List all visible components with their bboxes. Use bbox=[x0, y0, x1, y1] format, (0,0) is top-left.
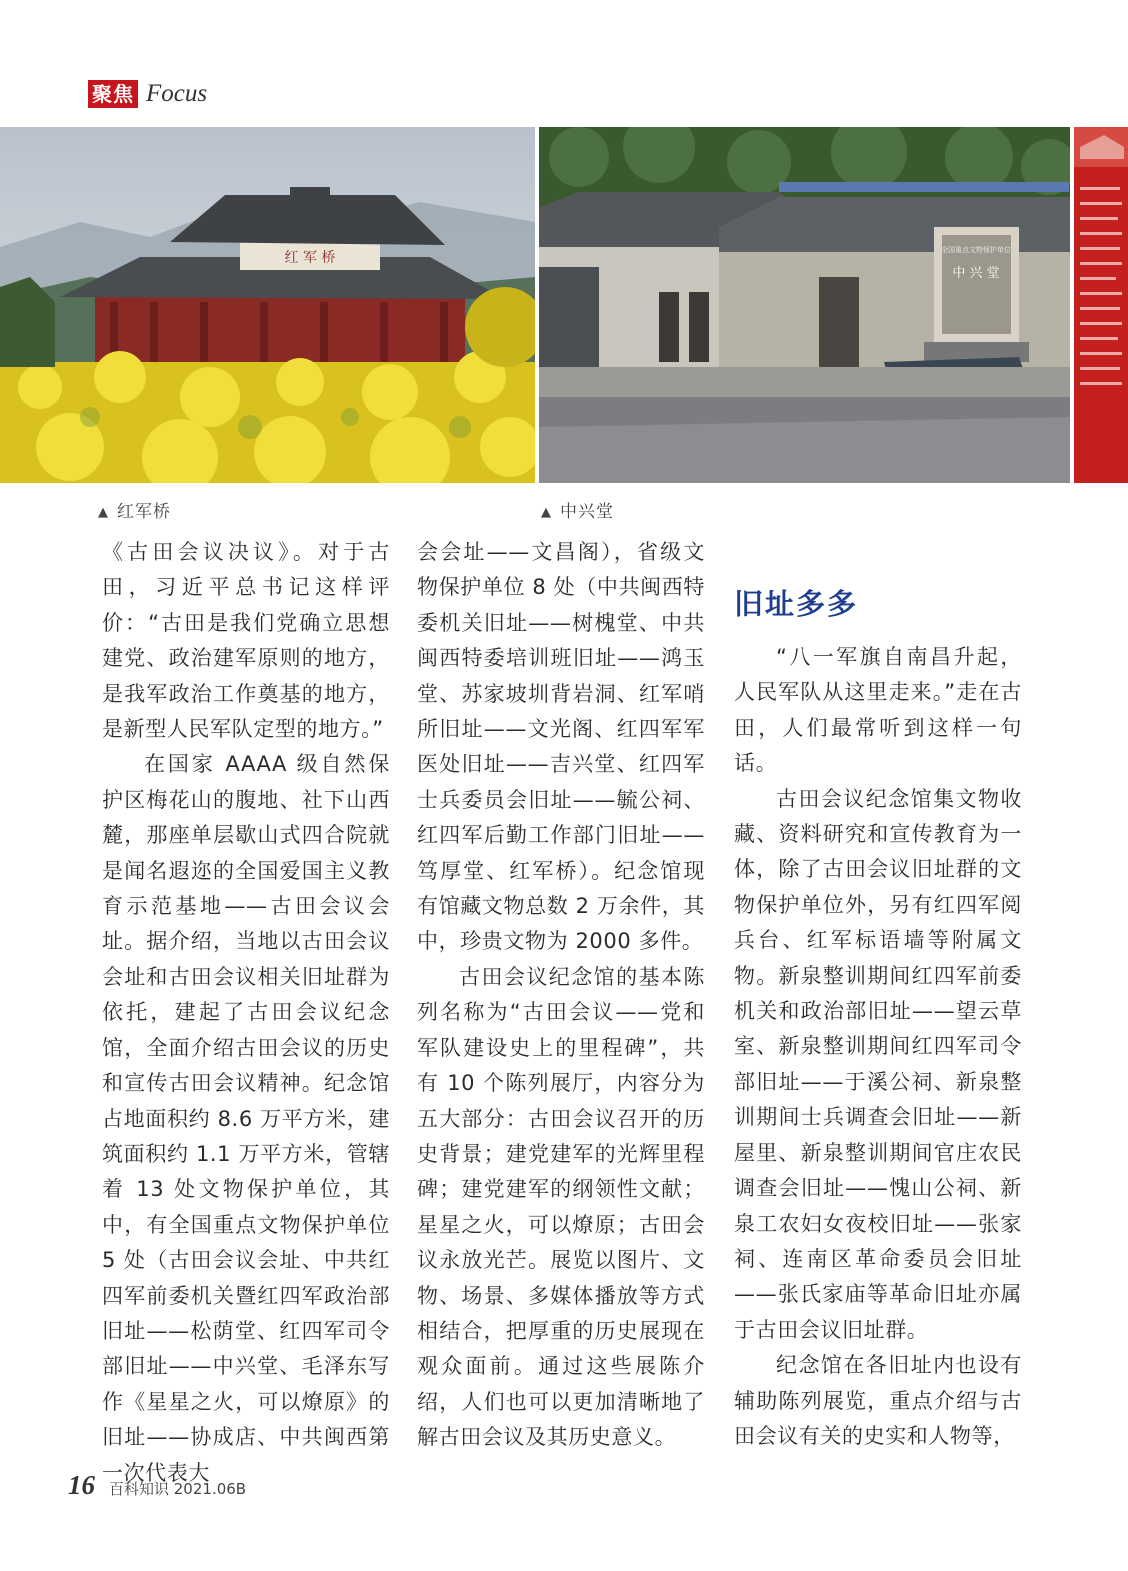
paragraph: 《古田会议决议》。对于古田，习近平总书记这样评价：“古田是我们党确立思想建党、政治建军原则的地方，是我军政治工作奠基的地方，是新型人民军队定型的地方。” bbox=[102, 540, 390, 742]
zhongxing-hall-photo bbox=[539, 127, 1070, 483]
page-footer bbox=[68, 1470, 246, 1501]
caption-triangle-icon: ▲ bbox=[98, 505, 109, 520]
paragraph: 在国家 AAAA 级自然保护区梅花山的腹地、社下山西麓，那座单层歇山式四合院就是闻名遐迩的全国爱国主义教育示范基地——古田会议会址。据介绍，当地以古田会议会址和古田会议相关旧址群为依托，建起了古田会议纪念馆，全面介绍古田会议的历史和宣传古田会议精神。纪念馆占地面积约 8.6 万平方米，建筑面积约 1.1 万平方米，管辖着 13 处文物保护单位，其中，有全国重点文物保护单位 5 处（古田会议会址、中共红四军前委机关暨红四军政治部旧址——松荫堂、红四军司令部旧址——中兴堂、毛泽东写作《星星之火，可以燎原》的旧址——协成店、中共闽西第一次代表大 bbox=[102, 752, 390, 1485]
section-tag: 聚焦 bbox=[88, 80, 138, 108]
paragraph: 纪念馆在各旧址内也设有辅助陈列展览，重点介绍与古田会议有关的史实和人物等， bbox=[734, 1353, 1022, 1448]
article-column-2 bbox=[417, 535, 705, 1456]
page-number: 16 bbox=[68, 1470, 95, 1500]
caption-red-army-bridge bbox=[98, 497, 171, 522]
red-exhibit-panel-photo bbox=[1074, 127, 1128, 483]
article-column-1 bbox=[102, 535, 390, 1491]
red-army-bridge-photo bbox=[0, 127, 535, 483]
magazine-issue: 百科知识 2021.06B bbox=[109, 1480, 247, 1498]
paragraph: 会会址——文昌阁），省级文物保护单位 8 处（中共闽西特委机关旧址——树槐堂、中共闽西特委培训班旧址——鸿玉堂、苏家坡圳背岩洞、红军哨所旧址——文光阁、红四军军医处旧址——吉兴堂、红四军士兵委员会旧址——毓公祠、红四军后勤工作部门旧址——笃厚堂、红军桥）。纪念馆现有馆藏文物总数 2 万余件，其中，珍贵文物为 2000 多件。 bbox=[417, 540, 705, 954]
section-header bbox=[88, 78, 207, 110]
caption-text: 红军桥 bbox=[117, 502, 171, 522]
hall-plaque-text: 全国重点文物保护单位 bbox=[941, 246, 1011, 254]
paragraph: 古田会议纪念馆的基本陈列名称为“古田会议——党和军队建设史上的里程碑”，共有 10 个陈列展厅，内容分为五大部分：古田会议召开的历史背景；建党建军的光辉里程碑；建党建军的纲领性文献；星星之火，可以燎原；古田会议永放光芒。展览以图片、文物、场景、多媒体播放等方式相结合，把厚重的历史展现在观众面前。通过这些展陈介绍，人们也可以更加清晰地了解古田会议及其历史意义。 bbox=[417, 964, 705, 1450]
section-label: Focus bbox=[146, 80, 208, 107]
paragraph: 古田会议纪念馆集文物收藏、资料研究和宣传教育为一体，除了古田会议旧址群的文物保护单位外，另有红四军阅兵台、红军标语墙等附属文物。新泉整训期间红四军前委机关和政治部旧址——望云草室、新泉整训期间红四军司令部旧址——于溪公祠、新泉整训期间士兵调查会旧址——新屋里、新泉整训期间官庄农民调查会旧址——愧山公祠、新泉工农妇女夜校旧址——张家祠、连南区革命委员会旧址——张氏家庙等革命旧址亦属于古田会议旧址群。 bbox=[734, 786, 1022, 1342]
hall-sign-text: 中 兴 堂 bbox=[952, 266, 1000, 281]
caption-zhongxing-hall bbox=[541, 497, 614, 522]
caption-triangle-icon: ▲ bbox=[541, 505, 552, 520]
section-heading: 旧址多多 bbox=[734, 587, 859, 621]
paragraph: “八一军旗自南昌升起，人民军队从这里走来。”走在古田，人们最常听到这样一句话。 bbox=[734, 645, 1022, 776]
bridge-sign-text: 红 军 桥 bbox=[284, 250, 336, 266]
article-column-3 bbox=[734, 640, 1022, 1454]
caption-text: 中兴堂 bbox=[560, 502, 614, 522]
